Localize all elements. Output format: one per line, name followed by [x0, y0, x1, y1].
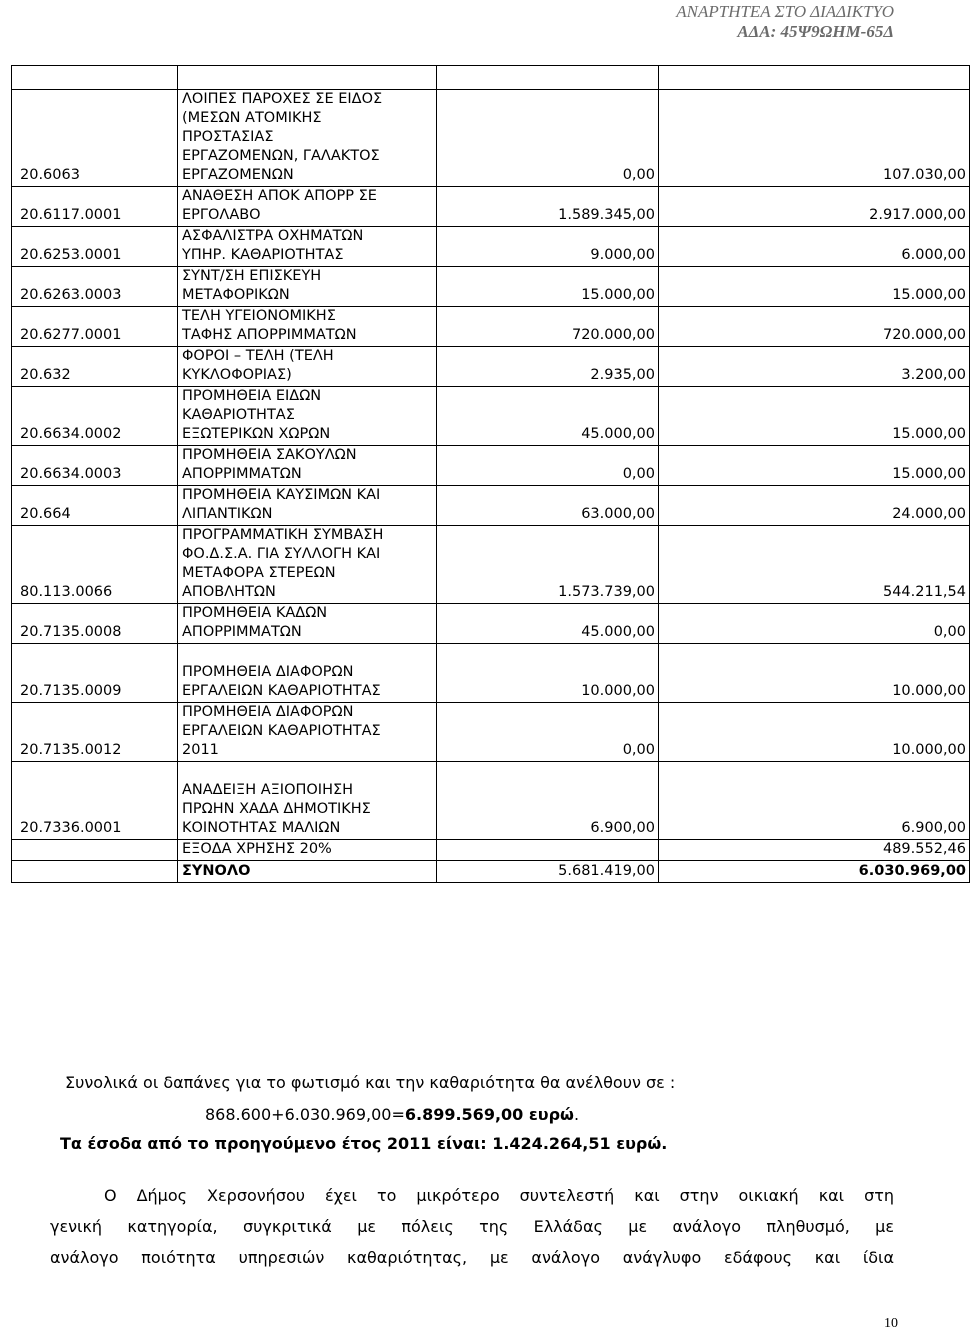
- amount-2: 0,00: [659, 604, 970, 644]
- table-row: [12, 227, 970, 267]
- amount-1: 63.000,00: [437, 486, 659, 526]
- table-row: [12, 446, 970, 486]
- expense-description: [178, 486, 437, 526]
- table-row: [12, 387, 970, 446]
- description-line: ΠΡΟΜΗΘΕΙΑ ΔΙΑΦΟΡΩΝ: [182, 664, 354, 680]
- amount-1: 2.935,00: [437, 347, 659, 387]
- description-line: ΑΝΑΘΕΣΗ ΑΠΟΚ ΑΠΟΡΡ ΣΕ: [182, 188, 377, 204]
- description-line: ΠΡΟΜΗΘΕΙΑ ΚΑΔΩΝ: [182, 605, 328, 621]
- account-code: 20.632: [12, 347, 178, 387]
- total-label: ΣΥΝΟΛΟ: [178, 861, 437, 883]
- amount-2: 6.000,00: [659, 227, 970, 267]
- amount-2: 720.000,00: [659, 307, 970, 347]
- publication-notice: ΑΝΑΡΤΗΤΕΑ ΣΤΟ ΔΙΑΔΙΚΤΥΟ: [676, 2, 894, 21]
- account-code: 20.6634.0002: [12, 387, 178, 446]
- total-value-2: 6.030.969,00: [659, 861, 970, 883]
- description-line: ΛΟΙΠΕΣ ΠΑΡΟΧΕΣ ΣΕ ΕΙΔΟΣ: [182, 91, 383, 107]
- description-line: ΑΝΑΔΕΙΞΗ ΑΞΙΟΠΟΙΗΣΗ: [182, 782, 354, 798]
- description-line: ΥΠΗΡ. ΚΑΘΑΡΙΟΤΗΤΑΣ: [182, 247, 344, 263]
- amount-1: 15.000,00: [437, 267, 659, 307]
- expense-description: [178, 703, 437, 762]
- expense-description: [178, 187, 437, 227]
- summary-line-2: [205, 1104, 905, 1126]
- amount-2: 107.030,00: [659, 90, 970, 187]
- amount-1: 45.000,00: [437, 387, 659, 446]
- table-row: [12, 347, 970, 387]
- description-line: 2011: [182, 742, 219, 758]
- table-row: [12, 644, 970, 703]
- summary-result: 6.899.569,00 ευρώ: [404, 1105, 574, 1124]
- reserve-value: 489.552,46: [659, 840, 970, 861]
- amount-2: 544.211,54: [659, 526, 970, 604]
- table-row: [12, 307, 970, 347]
- table-row: [12, 526, 970, 604]
- amount-1: 1.589.345,00: [437, 187, 659, 227]
- paragraph-line-2: γενική κατηγορία, συγκριτικά με πόλεις της Ελλάδας με ανάλογο πληθυσμό, με: [50, 1217, 894, 1236]
- expense-description: [178, 446, 437, 486]
- table-row: [12, 486, 970, 526]
- description-line: ΑΠΟΡΡΙΜΜΑΤΩΝ: [182, 466, 302, 482]
- description-line: ΕΡΓΟΛΑΒΟ: [182, 207, 261, 223]
- expense-description: [178, 90, 437, 187]
- expense-description: [178, 604, 437, 644]
- amount-2: 6.900,00: [659, 762, 970, 840]
- description-line: ΤΑΦΗΣ ΑΠΟΡΡΙΜΜΑΤΩΝ: [182, 327, 357, 343]
- description-line: ΚΥΚΛΟΦΟΡΙΑΣ): [182, 367, 292, 383]
- expense-description: [178, 227, 437, 267]
- account-code: 20.6117.0001: [12, 187, 178, 227]
- account-code: 20.6263.0003: [12, 267, 178, 307]
- paragraph-line-3: ανάλογο ποιότητα υπηρεσιών καθαριότητας, με ανάλογο ανάγλυφο εδάφους και ίδια: [50, 1248, 894, 1267]
- amount-2: 15.000,00: [659, 446, 970, 486]
- table-row: [12, 187, 970, 227]
- account-code: 20.7135.0008: [12, 604, 178, 644]
- description-line: ΦΟ.Δ.Σ.Α. ΓΙΑ ΣΥΛΛΟΓΗ ΚΑΙ: [182, 546, 381, 562]
- table-row: [12, 703, 970, 762]
- table-row: [12, 90, 970, 187]
- account-code: 80.113.0066: [12, 526, 178, 604]
- expense-description: [178, 307, 437, 347]
- account-code: 20.6253.0001: [12, 227, 178, 267]
- description-line: (ΜΕΣΩΝ ΑΤΟΜΙΚΗΣ: [182, 110, 322, 126]
- description-line: ΠΡΟΜΗΘΕΙΑ ΚΑΥΣΙΜΩΝ ΚΑΙ: [182, 487, 381, 503]
- description-line: ΚΑΘΑΡΙΟΤΗΤΑΣ: [182, 407, 295, 423]
- account-code: 20.7336.0001: [12, 762, 178, 840]
- table-row: [12, 762, 970, 840]
- reserve-row: [12, 840, 970, 861]
- description-line: ΠΡΟΣΤΑΣΙΑΣ: [182, 129, 274, 145]
- ada-code: ΑΔΑ: 45Ψ9ΩΗΜ-65Δ: [737, 22, 894, 41]
- table-row: [12, 604, 970, 644]
- revenue-line: Τα έσοδα από το προηγούμενο έτος 2011 είναι: 1.424.264,51 ευρώ.: [60, 1134, 668, 1153]
- amount-1: 1.573.739,00: [437, 526, 659, 604]
- description-line: ΠΡΟΓΡΑΜΜΑΤΙΚΗ ΣΥΜΒΑΣΗ: [182, 527, 384, 543]
- page-number: 10: [884, 1316, 898, 1331]
- summary-line-1: Συνολικά οι δαπάνες για το φωτισμό και την καθαριότητα θα ανέλθουν σε :: [65, 1073, 676, 1092]
- description-line: ΠΡΩΗΝ ΧΑΔΑ ΔΗΜΟΤΙΚΗΣ: [182, 801, 371, 817]
- amount-2: 10.000,00: [659, 703, 970, 762]
- description-line: ΚΟΙΝΟΤΗΤΑΣ ΜΑΛΙΩΝ: [182, 820, 341, 836]
- amount-1: 0,00: [437, 703, 659, 762]
- expense-description: [178, 387, 437, 446]
- expense-description: [178, 644, 437, 703]
- account-code: 20.6063: [12, 90, 178, 187]
- budget-table: [11, 65, 970, 883]
- description-line: [182, 644, 434, 663]
- description-line: ΤΕΛΗ ΥΓΕΙΟΝΟΜΙΚΗΣ: [182, 308, 336, 324]
- account-code: 20.664: [12, 486, 178, 526]
- amount-2: 15.000,00: [659, 387, 970, 446]
- amount-1: 10.000,00: [437, 644, 659, 703]
- description-line: ΜΕΤΑΦΟΡΙΚΩΝ: [182, 287, 290, 303]
- summary-calc: 868.600+6.030.969,00=: [205, 1105, 405, 1124]
- total-row: [12, 861, 970, 883]
- description-line: ΕΡΓΑΖΟΜΕΝΩΝ: [182, 167, 294, 183]
- table-top-spacer: [12, 66, 970, 90]
- amount-2: 24.000,00: [659, 486, 970, 526]
- amount-1: 9.000,00: [437, 227, 659, 267]
- expense-description: [178, 762, 437, 840]
- amount-2: 10.000,00: [659, 644, 970, 703]
- account-code: 20.6277.0001: [12, 307, 178, 347]
- expense-description: [178, 267, 437, 307]
- amount-2: 3.200,00: [659, 347, 970, 387]
- description-line: ΑΠΟΒΛΗΤΩΝ: [182, 584, 276, 600]
- summary-period: .: [573, 1105, 580, 1124]
- description-line: ΠΡΟΜΗΘΕΙΑ ΔΙΑΦΟΡΩΝ: [182, 704, 354, 720]
- account-code: 20.7135.0009: [12, 644, 178, 703]
- description-line: ΕΡΓΑΖΟΜΕΝΩΝ, ΓΑΛΑΚΤΟΣ: [182, 148, 380, 164]
- description-line: ΑΠΟΡΡΙΜΜΑΤΩΝ: [182, 624, 302, 640]
- amount-2: 2.917.000,00: [659, 187, 970, 227]
- budget-table-footer: [12, 840, 970, 883]
- budget-table-body: [12, 66, 970, 840]
- amount-1: 6.900,00: [437, 762, 659, 840]
- paragraph-line-1: Ο Δήμος Χερσονήσου έχει το μικρότερο συντελεστή και στην οικιακή και στη: [104, 1186, 894, 1205]
- description-line: ΜΕΤΑΦΟΡΑ ΣΤΕΡΕΩΝ: [182, 565, 336, 581]
- description-line: ΛΙΠΑΝΤΙΚΩΝ: [182, 506, 273, 522]
- description-line: ΑΣΦΑΛΙΣΤΡΑ ΟΧΗΜΑΤΩΝ: [182, 228, 364, 244]
- amount-1: 0,00: [437, 446, 659, 486]
- description-line: ΣΥΝΤ/ΣΗ ΕΠΙΣΚΕΥΗ: [182, 268, 322, 284]
- description-line: ΠΡΟΜΗΘΕΙΑ ΕΙΔΩΝ: [182, 388, 322, 404]
- amount-1: 0,00: [437, 90, 659, 187]
- description-line: ΠΡΟΜΗΘΕΙΑ ΣΑΚΟΥΛΩΝ: [182, 447, 357, 463]
- account-code: 20.6634.0003: [12, 446, 178, 486]
- reserve-label: ΕΞΟΔΑ ΧΡΗΣΗΣ 20%: [178, 840, 437, 861]
- description-line: ΕΞΩΤΕΡΙΚΩΝ ΧΩΡΩΝ: [182, 426, 331, 442]
- description-line: ΕΡΓΑΛΕΙΩΝ ΚΑΘΑΡΙΟΤΗΤΑΣ: [182, 723, 381, 739]
- description-line: ΦΟΡΟΙ – ΤΕΛΗ (ΤΕΛΗ: [182, 348, 334, 364]
- body-paragraph: [50, 1180, 894, 1273]
- table-row: [12, 267, 970, 307]
- expense-description: [178, 526, 437, 604]
- amount-1: 45.000,00: [437, 604, 659, 644]
- description-line: [182, 762, 434, 781]
- description-line: ΕΡΓΑΛΕΙΩΝ ΚΑΘΑΡΙΟΤΗΤΑΣ: [182, 683, 381, 699]
- amount-1: 720.000,00: [437, 307, 659, 347]
- expense-description: [178, 347, 437, 387]
- document-header: [494, 2, 894, 42]
- total-value-1: 5.681.419,00: [437, 861, 659, 883]
- account-code: 20.7135.0012: [12, 703, 178, 762]
- amount-2: 15.000,00: [659, 267, 970, 307]
